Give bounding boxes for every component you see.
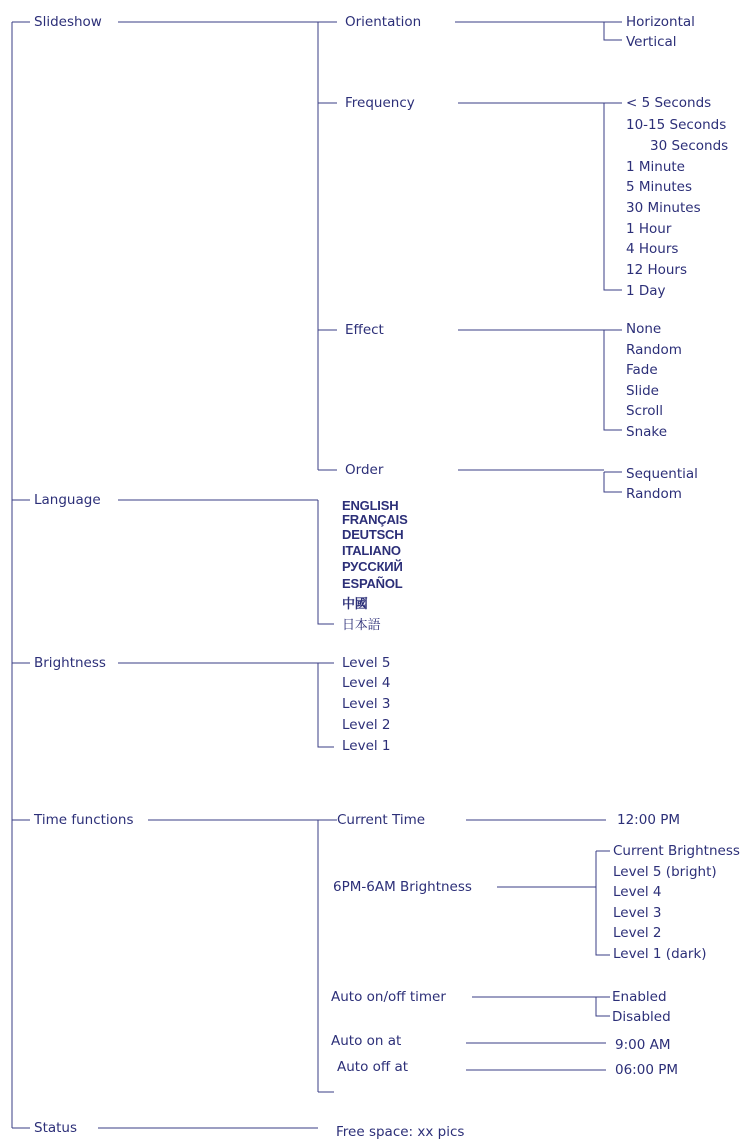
option-frequency[interactable]: 10-15 Seconds bbox=[626, 117, 727, 133]
option-brightness[interactable]: Level 5 bbox=[342, 655, 391, 671]
option-effect[interactable]: Random bbox=[626, 342, 682, 358]
menu-brightness[interactable]: Brightness bbox=[34, 655, 106, 671]
option-vertical[interactable]: Vertical bbox=[626, 34, 677, 50]
status-free-space: Free space: xx pics bbox=[336, 1124, 465, 1140]
option-effect[interactable]: Snake bbox=[626, 424, 668, 440]
option-frequency[interactable]: 1 Day bbox=[626, 283, 666, 299]
submenu-auto-on[interactable]: Auto on at bbox=[331, 1033, 402, 1049]
option-language[interactable]: ENGLISH bbox=[342, 498, 399, 513]
option-auto-timer-disabled[interactable]: Disabled bbox=[612, 1009, 671, 1025]
option-night-brightness[interactable]: Level 5 (bright) bbox=[613, 864, 717, 880]
option-language[interactable]: РУССКИЙ bbox=[342, 559, 403, 574]
submenu-orientation[interactable]: Orientation bbox=[345, 14, 422, 30]
option-language[interactable]: 中國 bbox=[342, 596, 368, 611]
option-brightness[interactable]: Level 1 bbox=[342, 738, 391, 754]
option-order[interactable]: Random bbox=[626, 486, 682, 502]
option-frequency[interactable]: 30 Seconds bbox=[650, 138, 729, 154]
submenu-order[interactable]: Order bbox=[345, 462, 384, 478]
submenu-night-brightness[interactable]: 6PM-6AM Brightness bbox=[333, 879, 472, 895]
menu-time-functions[interactable]: Time functions bbox=[34, 812, 134, 828]
option-effect[interactable]: Slide bbox=[626, 383, 659, 399]
submenu-frequency[interactable]: Frequency bbox=[345, 95, 415, 111]
option-auto-timer-enabled[interactable]: Enabled bbox=[612, 989, 667, 1005]
option-night-brightness[interactable]: Level 4 bbox=[613, 884, 662, 900]
option-night-brightness[interactable]: Current Brightness bbox=[613, 843, 740, 859]
option-horizontal[interactable]: Horizontal bbox=[626, 14, 695, 30]
option-language[interactable]: ESPAÑOL bbox=[342, 576, 403, 591]
option-frequency[interactable]: 5 Minutes bbox=[626, 179, 693, 195]
option-frequency[interactable]: < 5 Seconds bbox=[626, 95, 712, 111]
auto-off-value: 06:00 PM bbox=[615, 1062, 678, 1078]
option-brightness[interactable]: Level 3 bbox=[342, 696, 391, 712]
option-brightness[interactable]: Level 2 bbox=[342, 717, 391, 733]
option-language[interactable]: DEUTSCH bbox=[342, 527, 404, 542]
option-night-brightness[interactable]: Level 2 bbox=[613, 925, 662, 941]
submenu-auto-timer[interactable]: Auto on/off timer bbox=[331, 989, 446, 1005]
menu-status[interactable]: Status bbox=[34, 1120, 78, 1136]
option-language[interactable]: FRANÇAIS bbox=[342, 512, 408, 527]
option-effect[interactable]: Fade bbox=[626, 362, 658, 378]
option-order[interactable]: Sequential bbox=[626, 466, 698, 482]
option-frequency[interactable]: 4 Hours bbox=[626, 241, 679, 257]
option-language[interactable]: ITALIANO bbox=[342, 543, 401, 558]
option-frequency[interactable]: 12 Hours bbox=[626, 262, 688, 278]
menu-slideshow[interactable]: Slideshow bbox=[34, 14, 102, 30]
submenu-auto-off[interactable]: Auto off at bbox=[337, 1059, 409, 1075]
option-frequency[interactable]: 1 Minute bbox=[626, 159, 685, 175]
current-time-value: 12:00 PM bbox=[617, 812, 680, 828]
option-frequency[interactable]: 1 Hour bbox=[626, 221, 672, 237]
auto-on-value: 9:00 AM bbox=[615, 1037, 671, 1053]
option-frequency[interactable]: 30 Minutes bbox=[626, 200, 701, 216]
menu-language[interactable]: Language bbox=[34, 492, 101, 508]
option-brightness[interactable]: Level 4 bbox=[342, 675, 391, 691]
option-night-brightness[interactable]: Level 1 (dark) bbox=[613, 946, 707, 962]
submenu-effect[interactable]: Effect bbox=[345, 322, 384, 338]
submenu-current-time[interactable]: Current Time bbox=[337, 812, 426, 828]
option-language[interactable]: 日本語 bbox=[342, 617, 381, 632]
option-effect[interactable]: Scroll bbox=[626, 403, 664, 419]
option-effect[interactable]: None bbox=[626, 321, 662, 337]
option-night-brightness[interactable]: Level 3 bbox=[613, 905, 662, 921]
